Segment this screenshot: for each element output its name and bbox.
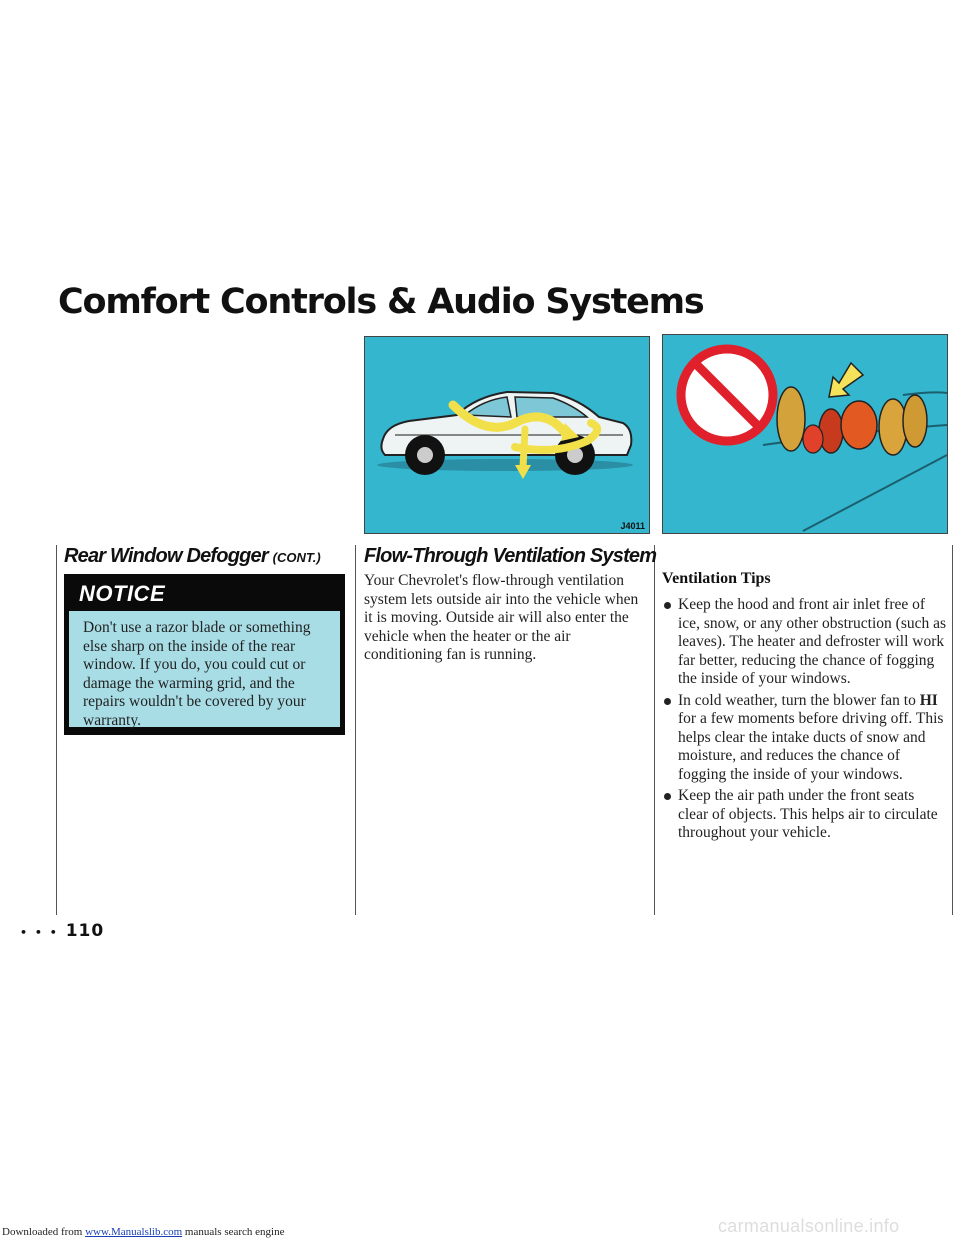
tip-text-pre: In cold weather, turn the blower fan to <box>678 691 920 709</box>
ventilation-description: Your Chevrolet's flow-through ventilation system lets outside air into the vehicle when it is moving. Outside air will also enter the vehicle when the heater or the air conditioning fan is running. <box>364 572 639 663</box>
bullet-icon <box>664 602 671 609</box>
column-rule-right <box>654 545 655 915</box>
footer-prefix: Downloaded from <box>2 1226 86 1238</box>
ventilation-tips-heading: Ventilation Tips <box>662 570 771 587</box>
heading-cont: (CONT.) <box>272 550 321 565</box>
air-inlet-leaves-illustration <box>662 334 948 534</box>
figure-code: J4011 <box>620 521 645 531</box>
prohibit-icon <box>681 349 773 441</box>
download-footer <box>2 1226 284 1238</box>
list-item <box>662 787 948 843</box>
arrow-down-left-icon <box>829 363 863 397</box>
page-title: Comfort Controls & Audio Systems <box>58 282 704 322</box>
page-dots: • • • <box>20 926 59 939</box>
car-airflow-graphic <box>365 337 649 533</box>
ventilation-tips-list <box>662 596 948 846</box>
tip-text: Keep the air path under the front seats clear of objects. This helps air to circulate throughout your vehicle. <box>678 787 938 841</box>
tip-text: Keep the hood and front air inlet free of ice, snow, or any other obstruction (such as leaves). The heater and defroster will work far better, reducing the chance of fogging the inside of your windows. <box>678 596 947 687</box>
notice-box <box>64 574 345 735</box>
column-rule-left <box>56 545 57 915</box>
notice-title: NOTICE <box>79 581 166 606</box>
leaves-graphic <box>663 335 947 533</box>
tip-text-bold: HI <box>919 691 938 709</box>
list-item <box>662 692 948 785</box>
footer-suffix: manuals search engine <box>182 1226 285 1238</box>
rear-window-defogger-heading <box>64 545 321 568</box>
flow-through-ventilation-heading: Flow-Through Ventilation System <box>364 545 657 567</box>
page-number <box>20 921 104 941</box>
manualslib-link[interactable]: www.Manualslib.com <box>85 1226 183 1238</box>
tip-text-post: for a few moments before driving off. This helps clear the intake ducts of snow and moisture, and reduces the chance of fogging the inside of your windows. <box>678 710 944 783</box>
list-item <box>662 596 948 689</box>
car-airflow-illustration <box>364 336 650 534</box>
bullet-icon <box>664 793 671 800</box>
watermark: carmanualsonline.info <box>718 1216 900 1236</box>
notice-text: Don't use a razor blade or something else sharp on the inside of the rear window. If you do, you could cut or damage the warming grid, and the repairs wouldn't be covered by your warranty. <box>69 611 340 727</box>
column-rule-far-right <box>952 545 953 915</box>
bullet-icon <box>664 698 671 705</box>
heading-text: Rear Window Defogger <box>64 545 268 567</box>
leaf-cluster-icon <box>777 387 927 455</box>
column-rule-mid <box>355 545 356 915</box>
page-number-value: 110 <box>65 921 105 941</box>
